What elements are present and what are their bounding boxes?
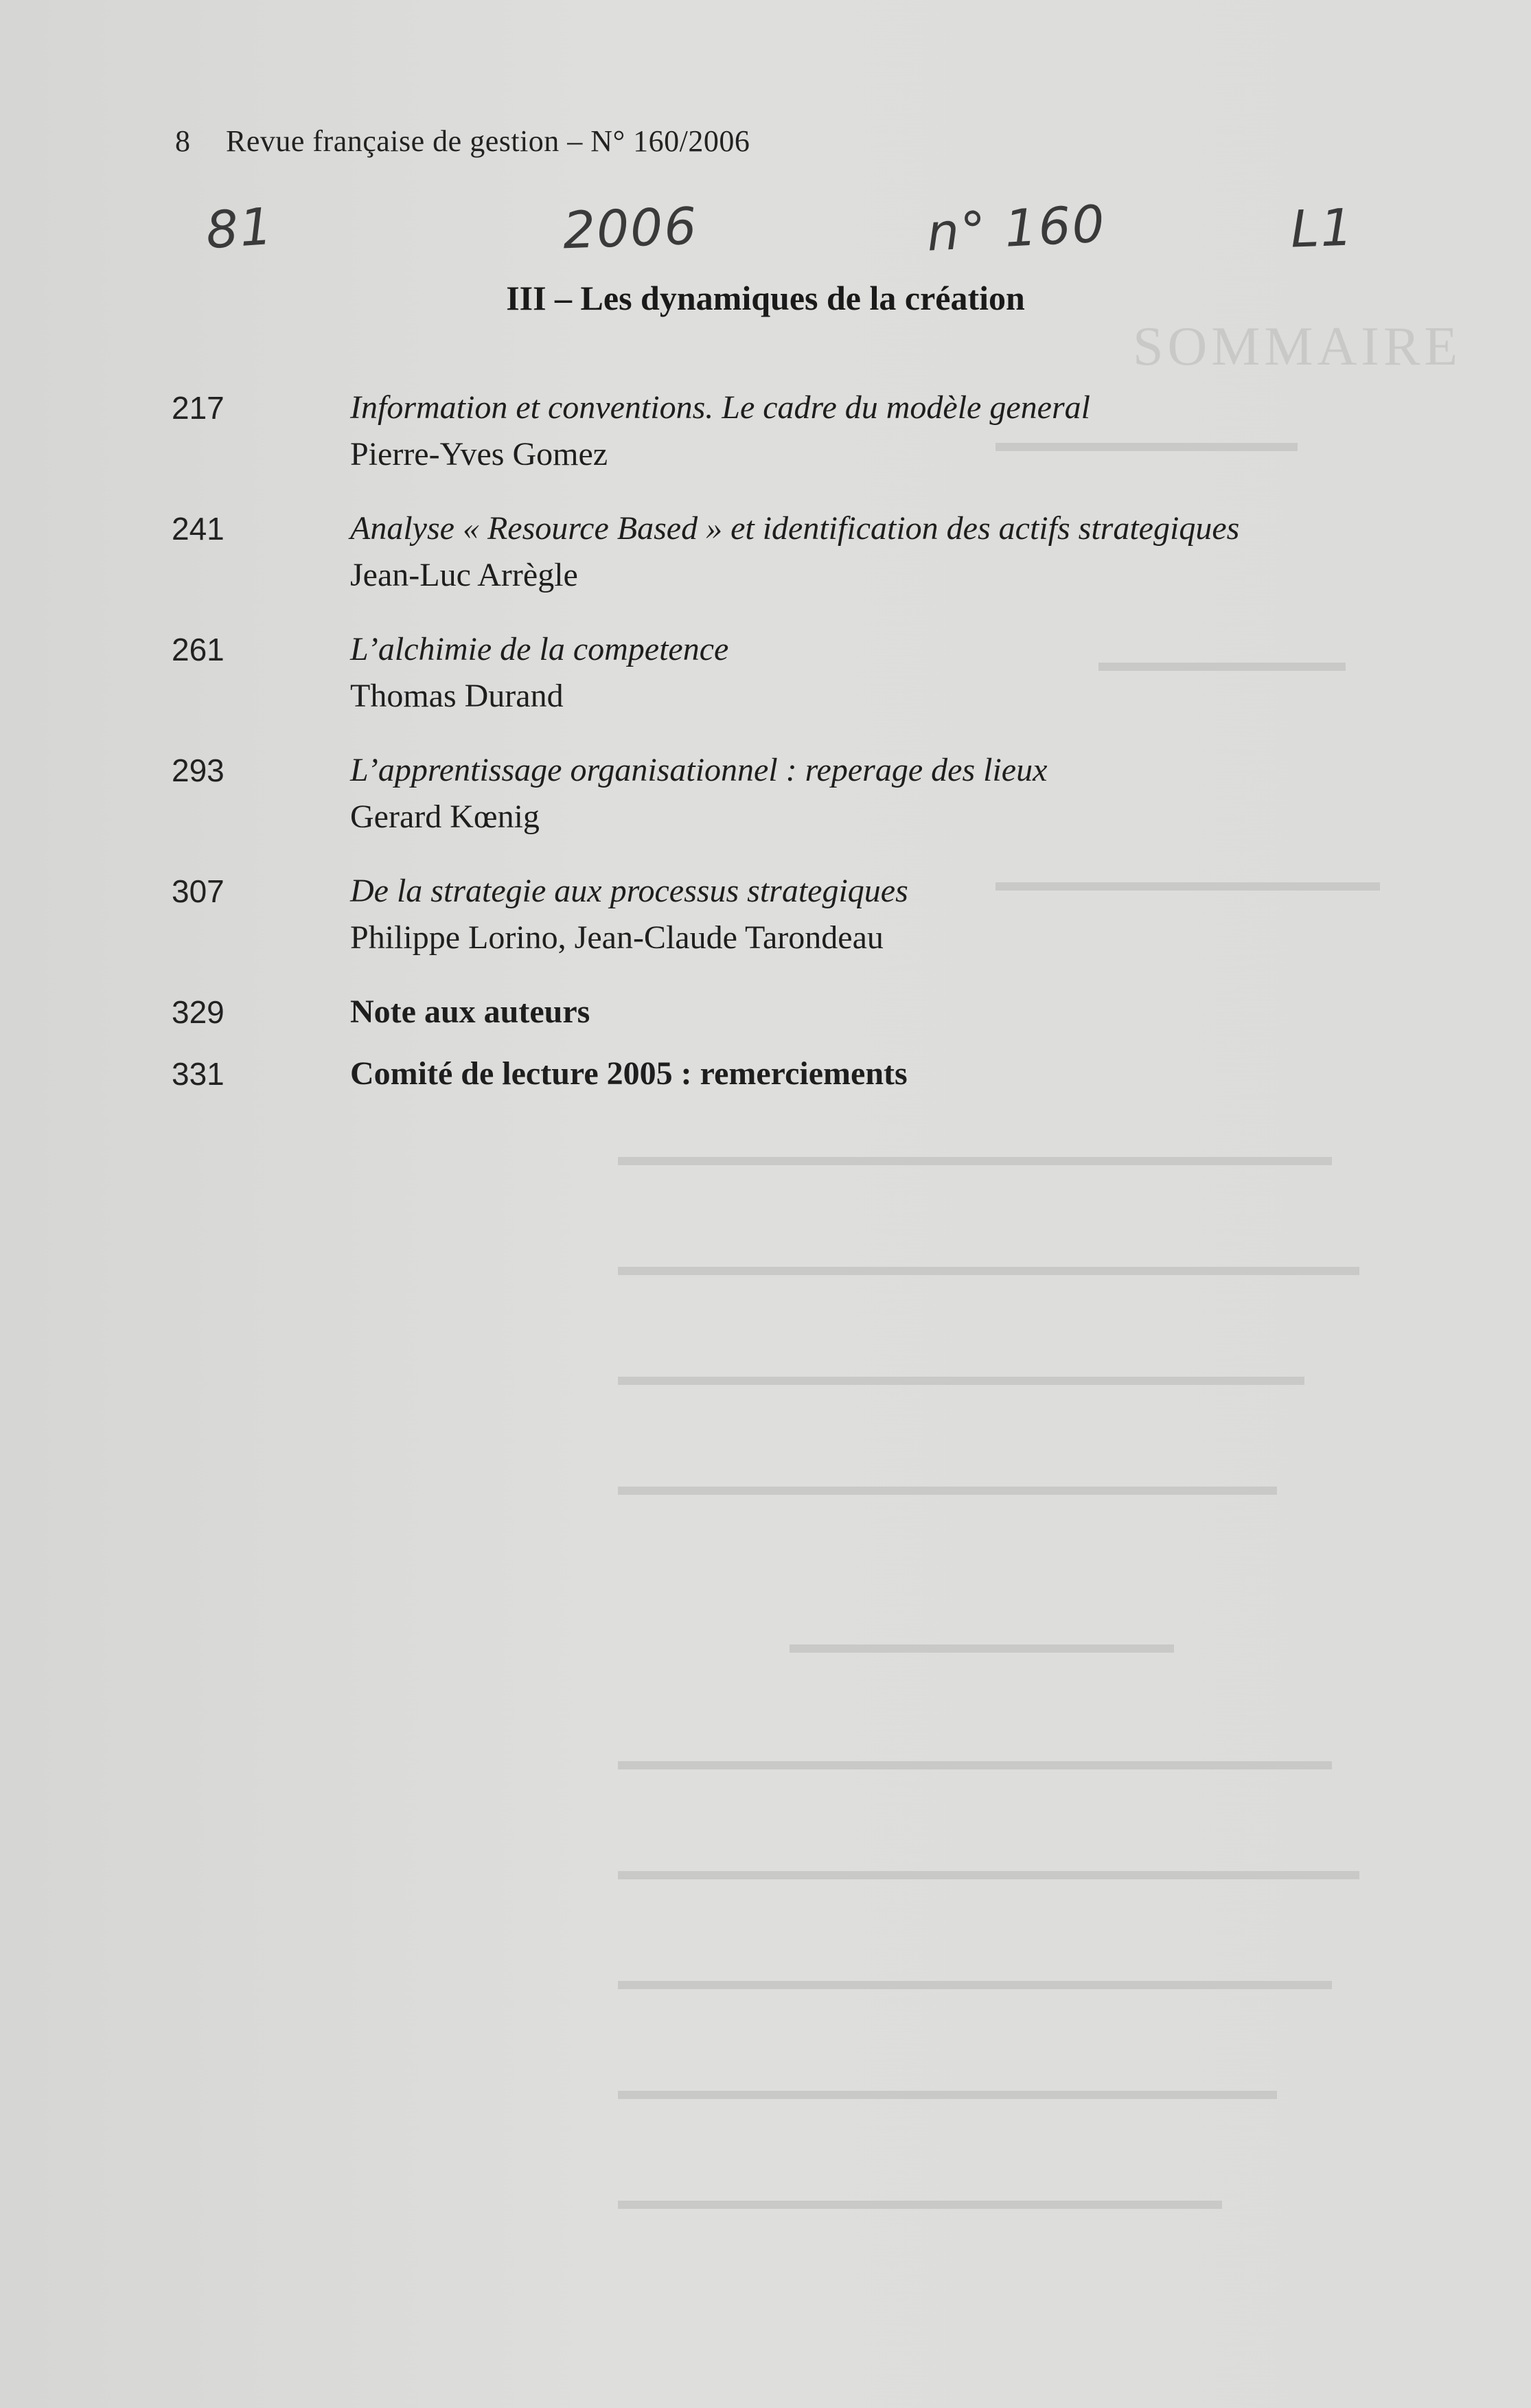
- toc-entry: [172, 385, 1407, 478]
- entry-title: Note aux auteurs: [350, 994, 590, 1030]
- handwritten-note: L1: [1289, 198, 1355, 260]
- entry-title: Information et conventions. Le cadre du modèle general: [350, 389, 1090, 426]
- entry-title: De la strategie aux processus strategiques: [350, 873, 908, 909]
- bleed-through-text: ▬▬▬▬▬▬▬▬▬▬▬▬▬▬: [790, 1628, 1174, 1659]
- entry-page-number: 329: [172, 994, 225, 1030]
- bleed-through-text: ▬▬▬▬▬▬▬▬▬▬▬: [995, 426, 1298, 457]
- entry-page-number: 241: [172, 511, 225, 547]
- bleed-through-text: ▬▬▬▬▬▬▬▬▬▬▬▬▬▬▬▬▬▬▬▬▬▬▬▬: [618, 1470, 1277, 1501]
- entry-page-number: 331: [172, 1056, 225, 1092]
- bleed-through-text: ▬▬▬▬▬▬▬▬▬▬▬▬▬▬▬▬▬▬▬▬▬▬▬▬▬▬: [618, 1964, 1332, 1995]
- handwritten-note: n° 160: [925, 194, 1107, 263]
- table-of-contents: [172, 385, 1407, 1112]
- toc-entry: [172, 868, 1407, 961]
- bleed-through-text: ▬▬▬▬▬▬▬▬▬▬▬▬▬▬▬▬▬▬▬▬▬▬▬▬▬▬▬: [618, 1250, 1359, 1281]
- bleed-through-text: ▬▬▬▬▬▬▬▬▬▬▬▬▬▬▬▬▬▬▬▬▬▬▬▬▬▬▬: [618, 1855, 1359, 1885]
- entry-page-number: 307: [172, 873, 225, 909]
- bleed-through-text: SOMMAIRE: [1133, 317, 1462, 377]
- bleed-through-text: ▬▬▬▬▬▬▬▬▬▬▬▬▬▬: [995, 866, 1380, 897]
- entry-page-number: 293: [172, 753, 225, 788]
- toc-entry: [172, 747, 1407, 840]
- bleed-through-text: ▬▬▬▬▬▬▬▬▬▬▬▬▬▬▬▬▬▬▬▬▬▬▬▬▬▬: [618, 1140, 1332, 1171]
- entry-title: L’apprentissage organisationnel : reperage des lieux: [350, 752, 1048, 788]
- toc-entry: [172, 505, 1407, 599]
- bleed-through-text: ▬▬▬▬▬▬▬▬▬▬▬▬▬▬▬▬▬▬▬▬▬▬▬▬: [618, 2074, 1277, 2105]
- entry-page-number: 261: [172, 632, 225, 667]
- journal-title: Revue française de gestion – N° 160/2006: [226, 124, 750, 158]
- handwritten-note: 2006: [562, 196, 699, 261]
- handwritten-note: 81: [204, 196, 276, 261]
- bleed-through-text: ▬▬▬▬▬▬▬▬▬: [1098, 646, 1346, 677]
- toc-entry: [172, 626, 1407, 720]
- entry-title: Comité de lecture 2005 : remerciements: [350, 1055, 908, 1092]
- entry-title: Analyse « Resource Based » et identification des actifs strategiques: [350, 510, 1240, 547]
- entry-author: Thomas Durand: [350, 678, 564, 714]
- entry-author: Gerard Kœnig: [350, 799, 540, 835]
- bleed-through-text: ▬▬▬▬▬▬▬▬▬▬▬▬▬▬▬▬▬▬▬▬▬▬▬▬▬▬: [618, 1745, 1332, 1776]
- toc-entry: [172, 989, 1407, 1035]
- entry-author: Pierre-Yves Gomez: [350, 436, 608, 472]
- entry-title: L’alchimie de la competence: [350, 631, 729, 667]
- bleed-through-text: ▬▬▬▬▬▬▬▬▬▬▬▬▬▬▬▬▬▬▬▬▬▬▬▬▬: [618, 1360, 1304, 1391]
- page-number: 8: [175, 124, 191, 158]
- entry-author: Philippe Lorino, Jean-Claude Tarondeau: [350, 919, 884, 956]
- entry-author: Jean-Luc Arrègle: [350, 557, 578, 593]
- toc-entry: [172, 1051, 1407, 1097]
- running-header: [175, 124, 750, 159]
- entry-page-number: 217: [172, 390, 225, 426]
- bleed-through-text: ▬▬▬▬▬▬▬▬▬▬▬▬▬▬▬▬▬▬▬▬▬▬: [618, 2184, 1222, 2215]
- section-heading: III – Les dynamiques de la création: [506, 279, 1025, 317]
